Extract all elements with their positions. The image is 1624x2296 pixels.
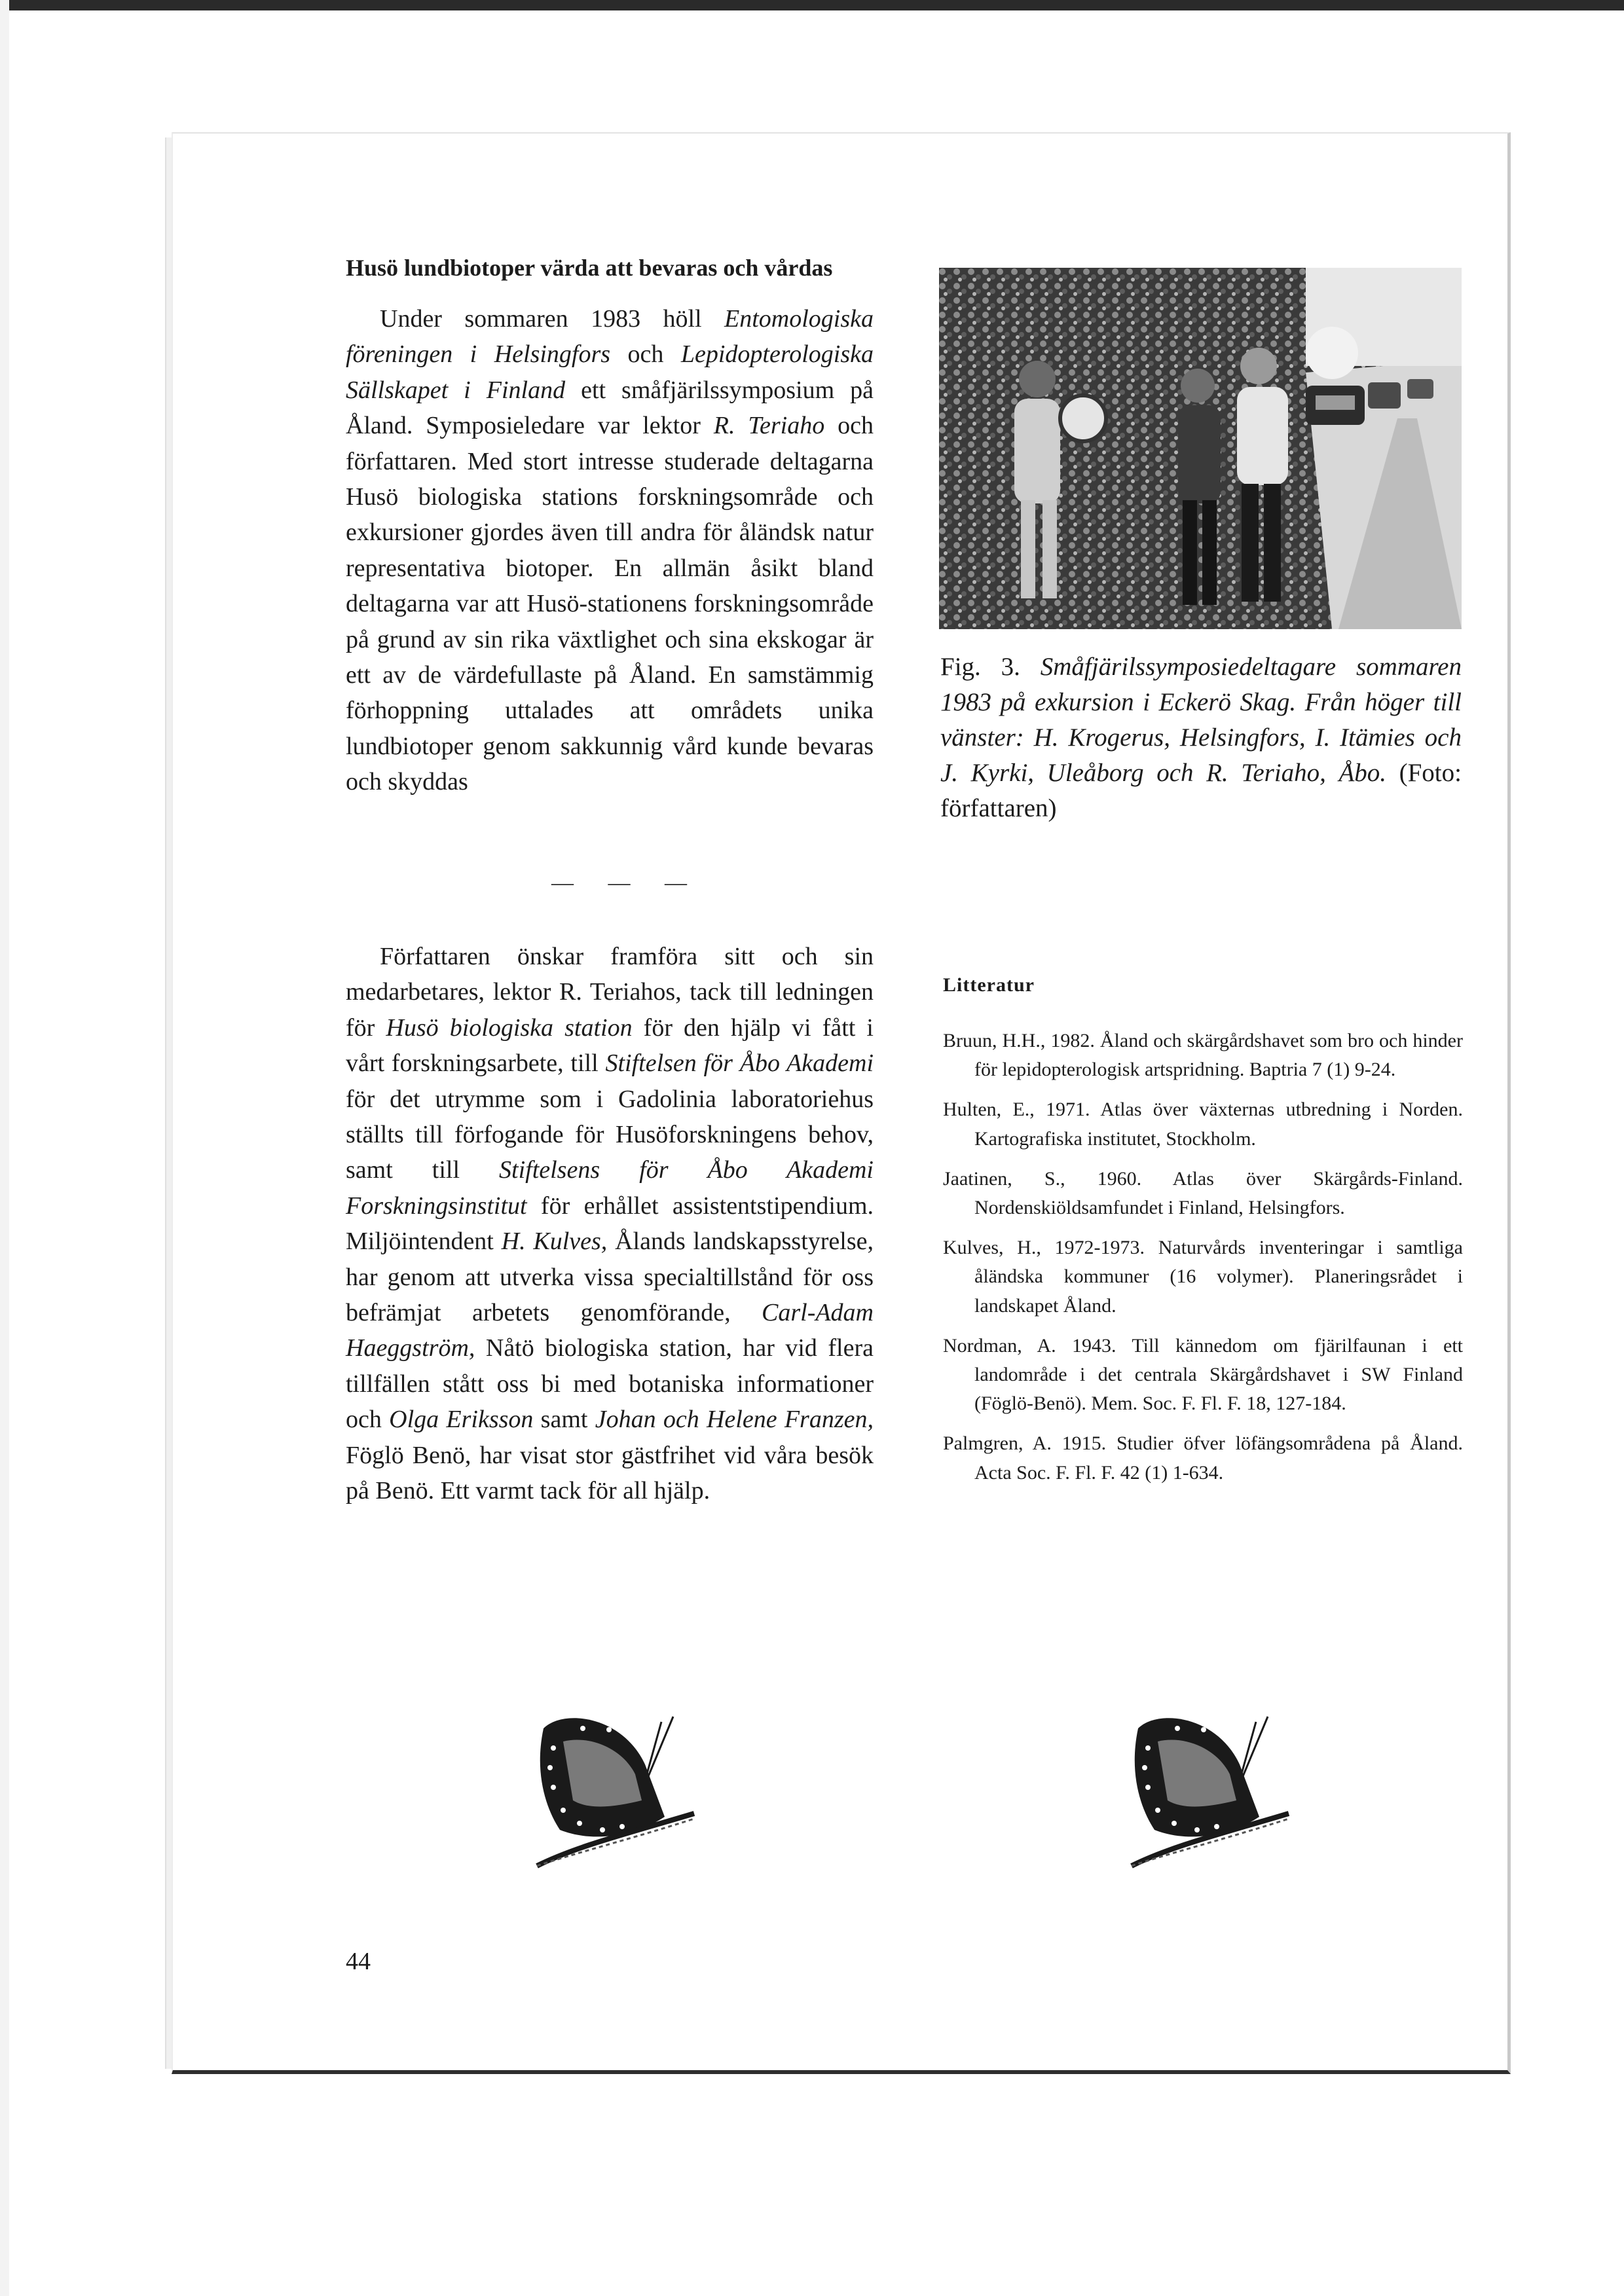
text-run: och	[610, 340, 681, 369]
text-run: för den hjälp vi fått i vårt forskningsarbete, till	[346, 1013, 874, 1078]
text-run: och författaren. Med stort intresse studerade deltagarna Husö biologiska stations forskningsområde och exkursioner gjordes även till andra för åländsk natur representativa biotoper. En allmän åsikt bland deltagarna var att Husö-stationens forskningsområde på grund av sin rika växtlighet och sina ekskogar är ett av de värdefullaste på Åland. En samstämmig förhoppning uttalades att områdets unika lundbiotoper genom sakkunnig vård kunde bevaras och skyddas	[346, 412, 874, 796]
figure-credit: (Foto: författaren)	[940, 759, 1462, 822]
section-heading: Husö lundbiotoper värda att bevaras och vårdas	[346, 255, 833, 281]
butterfly-illustration	[1118, 1702, 1294, 1874]
scan-top-edge	[0, 0, 1624, 10]
intro-paragraph	[346, 301, 874, 800]
italic-run: Husö biologiska station	[386, 1013, 633, 1042]
literature-heading: Litteratur	[943, 974, 1035, 996]
italic-run: Johan och Helene Franzen,	[595, 1406, 874, 1434]
italic-run: Lepidopterologiska Sällskapet i Finland	[346, 340, 874, 404]
butterfly-icon	[1132, 1717, 1289, 1866]
italic-run: Stiftelsen för Åbo Akademi	[605, 1049, 874, 1078]
reference-list	[943, 1027, 1463, 1499]
butterfly-icon	[537, 1717, 694, 1866]
italic-run: H. Kulves,	[501, 1228, 608, 1256]
italic-run: Entomologiska föreningen i Helsingfors	[346, 305, 874, 369]
butterfly-illustration	[524, 1702, 699, 1874]
acknowledgement-paragraph	[346, 939, 874, 1509]
figure-caption	[940, 649, 1462, 826]
section-separator: — — —	[551, 871, 701, 895]
text-run: ett småfjärilssymposium på Åland. Symposieledare var lektor	[346, 376, 874, 440]
text-run: Nåtö biologiska station, har vid flera tillfällen stått oss bi med botaniska informationer och	[346, 1334, 874, 1434]
reference-item: Kulves, H., 1972-1973. Naturvårds inventeringar i samtliga åländska kommuner (16 volymer). Planeringsrådet i landskapet Åland.	[943, 1237, 1463, 1317]
italic-run: R. Teriaho	[713, 412, 825, 440]
reference-item: Bruun, H.H., 1982. Åland och skärgårdshavet som bro och hinder för lepidopterologisk artspridning. Baptria 7 (1) 9-24.	[943, 1030, 1463, 1081]
reference-item: Hulten, E., 1971. Atlas över växternas utbredning i Norden. Kartografiska institutet, Stockholm.	[943, 1099, 1463, 1150]
text-run: Ålands landskapsstyrelse, har genom att utverka vissa specialtillstånd för oss befrämjat arbetets genomförande,	[346, 1228, 874, 1327]
page-number: 44	[346, 1948, 371, 1975]
figure-label: Fig. 3.	[940, 653, 1041, 681]
text-run: för erhållet assistentstipendium. Miljöintendent	[346, 1192, 874, 1256]
reference-item: Nordman, A. 1943. Till kännedom om fjärilfaunan i ett landområde i det centrala Skärgårdshavet i SW Finland (Föglö-Benö). Mem. Soc. F. Fl. F. 18, 127-184.	[943, 1334, 1463, 1415]
text-run: samt	[533, 1406, 595, 1434]
scan-left-edge	[0, 0, 9, 2296]
figure-photo	[939, 268, 1462, 629]
photo-illustration	[939, 268, 1462, 629]
reference-item: Jaatinen, S., 1960. Atlas över Skärgårds-Finland. Nordenskiöldsamfundet i Finland, Helsingfors.	[943, 1167, 1463, 1219]
italic-run: Stiftelsens för Åbo Akademi Forskningsinstitut	[346, 1156, 874, 1220]
text-run: för det utrymme som i Gadolinia laboratoriehus ställts till förfogande för Husöforskningens behov, samt till	[346, 1085, 874, 1184]
reference-item: Palmgren, A. 1915. Studier öfver löfängsområdena på Åland. Acta Soc. F. Fl. F. 42 (1) 1-634.	[943, 1432, 1463, 1484]
text-run: Föglö Benö, har visat stor gästfrihet vid våra besök på Benö. Ett varmt tack för all hjälp.	[346, 1441, 874, 1505]
italic-run: Olga Eriksson	[389, 1406, 534, 1434]
text-run: Under sommaren 1983 höll	[380, 305, 725, 333]
figure-caption-text: Småfjärilssymposiedeltagare sommaren 1983 på exkursion i Eckerö Skag. Från höger till vänster: H. Krogerus, Helsingfors, I. Itämies och J. Kyrki, Uleåborg och R. Teriaho, Åbo.	[940, 653, 1462, 787]
italic-run: Carl-Adam Haeggström,	[346, 1299, 874, 1362]
text-run: Författaren önskar framföra sitt och sin medarbetares, lektor R. Teriahos, tack till ledningen för	[346, 943, 874, 1042]
